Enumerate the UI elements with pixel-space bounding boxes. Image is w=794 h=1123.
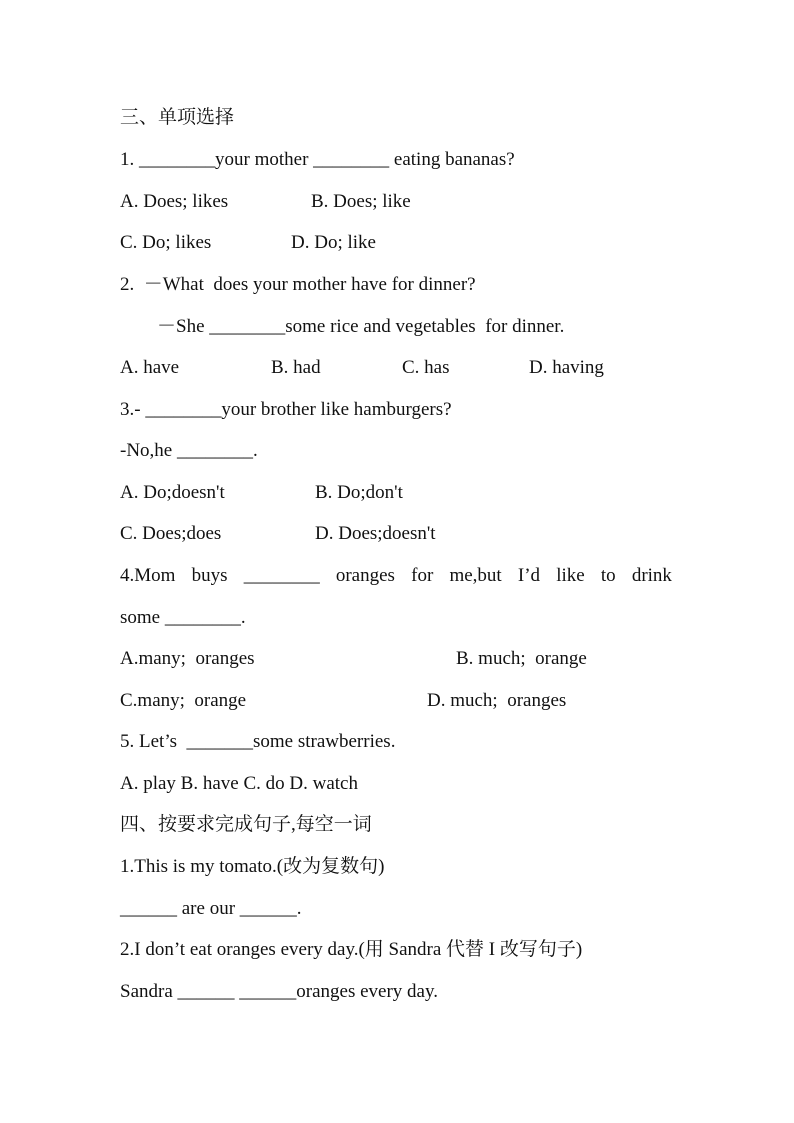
rewrite-1-stem: 1.This is my tomato.(改为复数句) bbox=[120, 856, 385, 877]
question-4-word: to bbox=[600, 565, 616, 586]
question-5-options: A. play B. have C. do D. watch bbox=[120, 773, 358, 794]
question-4-word: for bbox=[411, 565, 434, 586]
question-1-option-c: C. Do; likes bbox=[120, 232, 212, 253]
question-3-answer-line: -No,he ________. bbox=[120, 440, 258, 461]
question-4-stem bbox=[120, 564, 672, 588]
question-3-option-b: B. Do;don't bbox=[315, 482, 403, 503]
question-4-word: drink bbox=[631, 565, 672, 586]
question-4-option-c: C.many; orange bbox=[120, 690, 247, 711]
rewrite-2-stem: 2.I don’t eat oranges every day.(用 Sandra 代替 I 改写句子) bbox=[120, 939, 583, 960]
question-4-word: buys bbox=[191, 565, 228, 586]
question-4-blank: ________ bbox=[243, 565, 320, 586]
question-4-stem-end: some ________. bbox=[120, 607, 246, 628]
question-3-option-c: C. Does;does bbox=[120, 523, 222, 544]
question-2-stem: 2. －What does your mother have for dinner? bbox=[120, 274, 476, 295]
question-3-option-d: D. Does;doesn't bbox=[315, 523, 436, 544]
question-3-stem: 3.- ________your brother like hamburgers? bbox=[120, 399, 452, 420]
question-4-word: like bbox=[556, 565, 585, 586]
question-4-word: I’d bbox=[517, 565, 541, 586]
section-4-heading: 四、按要求完成句子,每空一词 bbox=[120, 814, 372, 835]
question-4-option-d: D. much; oranges bbox=[427, 690, 567, 711]
question-1-stem: 1. ________your mother ________ eating bananas? bbox=[120, 149, 515, 170]
question-1-option-d: D. Do; like bbox=[291, 232, 376, 253]
question-1-option-b: B. Does; like bbox=[311, 191, 411, 212]
question-4-option-b: B. much; orange bbox=[456, 648, 587, 669]
question-2-option-d: D. having bbox=[529, 357, 604, 378]
rewrite-2-answer-line: Sandra ______ ______oranges every day. bbox=[120, 981, 438, 1002]
question-3-option-a: A. Do;doesn't bbox=[120, 482, 225, 503]
question-2-option-a: A. have bbox=[120, 357, 180, 378]
question-4-word: oranges bbox=[335, 565, 395, 586]
section-3-heading: 三、单项选择 bbox=[120, 107, 235, 128]
question-2-option-c: C. has bbox=[402, 357, 450, 378]
question-4-word: me,but bbox=[449, 565, 502, 586]
question-2-option-b: B. had bbox=[271, 357, 321, 378]
rewrite-1-answer-line: ______ are our ______. bbox=[120, 898, 302, 919]
question-4-word: 4.Mom bbox=[120, 565, 176, 586]
question-5-stem: 5. Let’s _______some strawberries. bbox=[120, 731, 396, 752]
question-2-answer-line: －She ________some rice and vegetables for dinner. bbox=[157, 316, 565, 337]
question-4-option-a: A.many; oranges bbox=[120, 648, 255, 669]
question-1-option-a: A. Does; likes bbox=[120, 191, 229, 212]
